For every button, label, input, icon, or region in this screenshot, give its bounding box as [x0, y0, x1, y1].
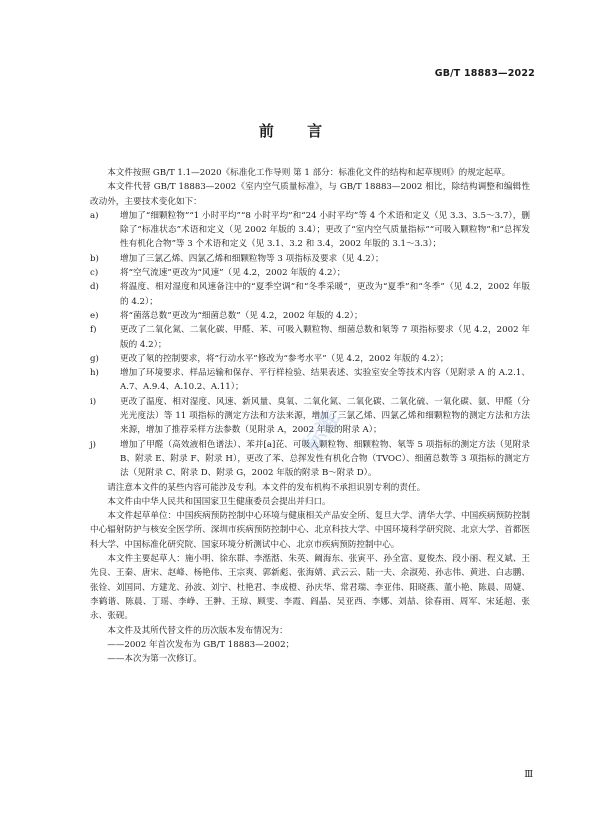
list-item-label: f) — [90, 325, 97, 336]
list-item-label: h) — [90, 368, 99, 379]
list-item-text: 更改了氡的控制要求，将“行动水平”修改为“参考水平”（见 4.2，2002 年版的 4.2）； — [120, 353, 449, 364]
list-item — [90, 309, 530, 323]
list-item-text: 增加了环境要求、样品运输和保存、平行样检验、结果表述、实验室安全等技术内容（见附录 A 的 A.2.1、A.7、A.9.4、A.10.2、A.11）； — [120, 368, 530, 393]
list-item-text: 更改了二氧化氮、二氧化碳、甲醛、苯、可吸入颗粒物、细菌总数和氡等 7 项指标要求（见 4.2，2002 年版的 4.2）； — [120, 325, 530, 350]
list-item-text: 增加了三氯乙烯、四氯乙烯和细颗粒物等 3 项指标及要求（见 4.2）； — [120, 253, 384, 264]
list-item-text: 将温度、相对湿度和风速备注中的“夏季空调”和“冬季采暖”，更改为“夏季”和“冬季”（见 4.2，2002 年版的 4.2）； — [120, 282, 530, 307]
page-number: Ⅲ — [524, 770, 533, 780]
standard-number: GB/T 18883—2022 — [434, 68, 535, 79]
list-item — [90, 266, 530, 280]
list-item — [90, 352, 530, 366]
list-item — [90, 280, 530, 309]
list-item-text: 增加了甲醛（高效液相色谱法）、苯并[a]芘、可吸入颗粒物、细颗粒物、氡等 5 项指标的测定方法（见附录 B、附录 E、附录 F、附录 H），更改了苯、总挥发性有机化合物（TVOC）、细菌总数等 3 项指标的测定方法（见附录 C、附录 D、附录 G，2002 年版的附录 B～附录 D）。 — [120, 439, 530, 479]
list-item — [90, 252, 530, 266]
paragraph-replacement: 本文件代替 GB/T 18883—2002《室内空气质量标准》，与 GB/T 18883—2002 相比，除结构调整和编辑性改动外，主要技术变化如下： — [90, 182, 530, 207]
list-item — [90, 366, 530, 395]
page-title: 前 言 — [258, 122, 337, 140]
paragraph-history-intro: 本文件及其所代替文件的历次版本发布情况为： — [107, 625, 288, 636]
list-item-label: b) — [90, 253, 99, 264]
paragraph-drafting-rule: 本文件按照 GB/T 1.1—2020《标准化工作导则 第 1 部分：标准化文件的结构和起草规则》的规定起草。 — [107, 168, 511, 178]
list-item-text: 将“空气流速”更改为“风速”（见 4.2，2002 年版的 4.2）； — [120, 268, 346, 279]
list-item — [90, 209, 530, 252]
paragraph-proposer: 本文件由中华人民共和国国家卫生健康委员会提出并归口。 — [107, 496, 331, 507]
list-item-label: d) — [90, 282, 99, 293]
list-item-label: g) — [90, 353, 99, 364]
paragraph-drafting-units: 本文件起草单位：中国疾病预防控制中心环境与健康相关产品安全所、复旦大学、清华大学、中国疾病预防控制中心辐射防护与核安全医学所、深圳市疾病预防控制中心、北京科技大学、中国环境科学研究院、北京大学、首都医科大学、中国标准化研究院、国家环境分析测试中心、北京市疾病预防控制中心。 — [90, 511, 530, 550]
list-item-label: i) — [90, 396, 97, 407]
list-item-text: 增加了“细颗粒物”“1 小时平均”“8 小时平均”和“24 小时平均”等 4 个术语和定义（见 3.3、3.5～3.7），删除了“标准状态”术语和定义（见 2002 年版的 3.4）；更改了“室内空气质量指标”“可吸入颗粒物”和“总挥发性有机化合物”等 3 个术语和定义（见 3.1、3.2 和 3.4，2002 年版的 3.1～3.3）； — [120, 210, 530, 250]
watermark: 标准 — [299, 406, 346, 457]
list-item-label: a) — [90, 210, 99, 221]
list-item-label: j) — [90, 439, 97, 450]
history-item: ——2002 年首次发布为 GB/T 18883—2002； — [107, 639, 295, 650]
list-item-text: 将“菌落总数”更改为“细菌总数”（见 4.2，2002 年版的 4.2）； — [120, 310, 363, 321]
list-item-label: e) — [90, 310, 99, 321]
paragraph-drafters: 本文件主要起草人：施小明、徐东群、李湉湉、朱英、阚海东、张寅平、孙全富、夏俊杰、段小丽、程义斌、王先良、王秦、唐宋、赵峰、杨艳伟、王宗爽、郭新彪、张海婧、武云云、陆一夫、余淑苑、孙志伟、黄进、白志鹏、张铨、刘国同、方建龙、孙波、刘宁、杜艳君、李成橙、孙庆华、常君瑞、李亚伟、阳晓燕、董小艳、陈晨、周婕、李鹤谐、陈晨、丁瑶、李峥、王翀、王琼、顾雯、李霞、阎晶、吴亚西、李娜、刘喆、徐春雨、周军、宋延超、张永、张砚。 — [90, 554, 530, 622]
list-item-label: c) — [90, 268, 99, 279]
list-item — [90, 323, 530, 352]
history-item: ——本次为第一次修订。 — [107, 654, 202, 665]
list-item-text: 更改了温度、相对湿度、风速、新风量、臭氧、二氧化氮、二氧化碳、二氧化硫、一氧化碳、氨、甲醛（分光光度法）等 11 项指标的测定方法和方法来源，增加了三氯乙烯、四氯乙烯和细颗粒物的测定方法和方法来源，增加了推荐采样方法参数（见附录 A，2002 年版的附录 A）； — [120, 396, 530, 436]
paragraph-patent-notice: 请注意本文件的某些内容可能涉及专利。本文件的发布机构不承担识别专利的责任。 — [107, 482, 426, 493]
